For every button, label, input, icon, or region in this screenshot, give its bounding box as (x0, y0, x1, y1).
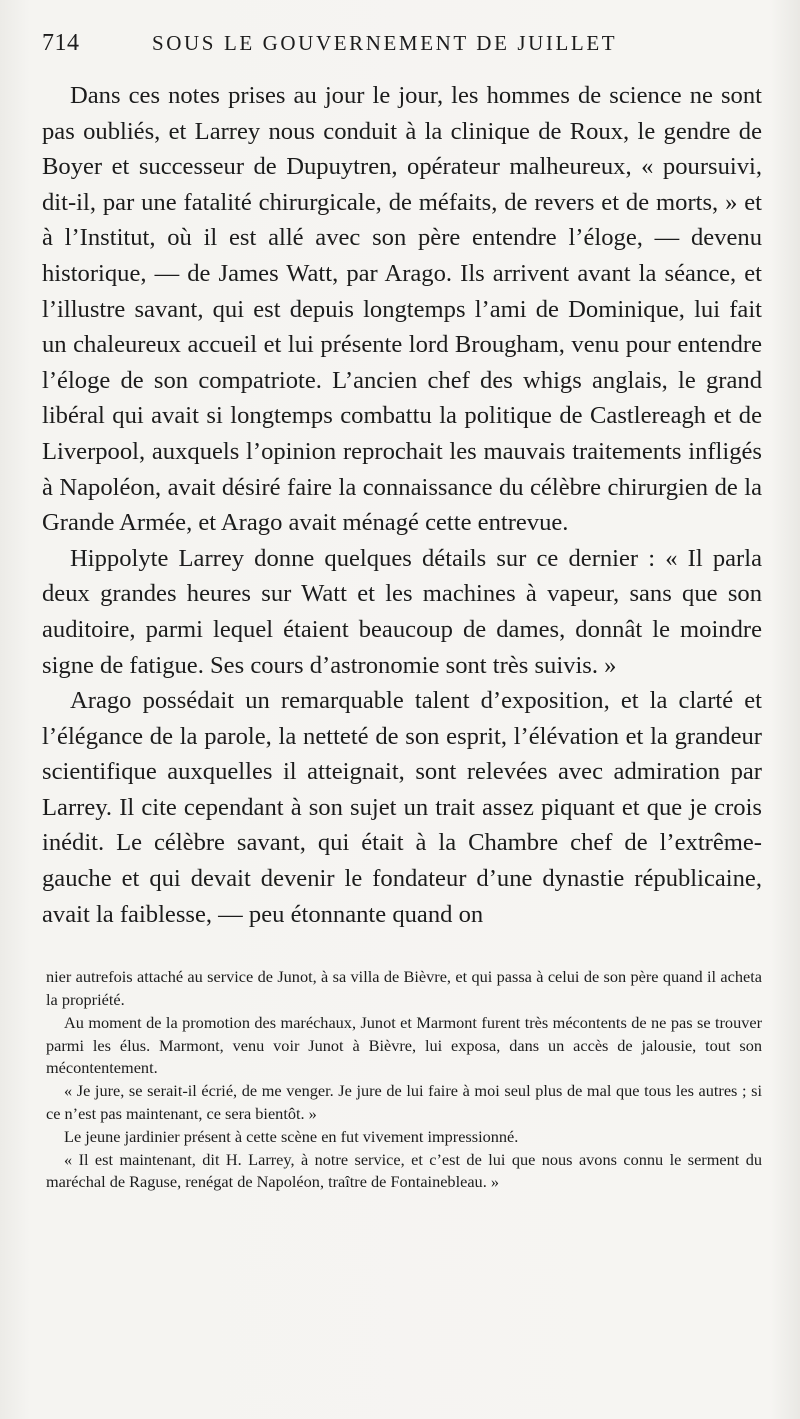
footnote-paragraph: Le jeune jardinier présent à cette scène en fut vivement impressionné. (64, 1126, 519, 1146)
footnote-continuation: nier autrefois attaché au service de Junot, à sa villa de Bièvre, et qui passa à celui de son père quand il acheta la propriété. (46, 967, 762, 1010)
main-text (42, 78, 762, 932)
running-head (42, 30, 762, 70)
footnote-paragraph: « Il est maintenant, dit H. Larrey, à notre service, et c’est de lui que nous avons connu le serment du maréchal de Raguse, renégat de Napoléon, traître de Fontainebleau. » (46, 1149, 762, 1192)
body-paragraph: Dans ces notes prises au jour le jour, les hommes de science ne sont pas oubliés, et Larrey nous conduit à la clinique de Roux, le gendre de Boyer et successeur de Dupuytren, opérateur malheureux, « poursuivi, dit-il, par une fatalité chirurgicale, de méfaits, de revers et de morts, » et à l’Institut, où il est allé avec son père entendre l’éloge, — devenu historique, — de James Watt, par Arago. Ils arrivent avant la séance, et l’illustre savant, qui est depuis longtemps l’ami de Dominique, lui fait un chaleureux accueil et lui présente lord Brougham, venu pour entendre l’éloge de son compatriote. L’ancien chef des whigs anglais, le grand libéral qui avait si longtemps combattu la politique de Castlereagh et de Liverpool, auxquels l’opinion reprochait les mauvais traitements infligés à Napoléon, avait désiré faire la connaissance du célèbre chirurgien de la Grande Armée, et Arago avait ménagé cette entrevue. (42, 82, 762, 537)
running-title: SOUS LE GOUVERNEMENT DE JUILLET (152, 31, 618, 55)
footnote-paragraph: Au moment de la promotion des maréchaux, Junot et Marmont furent très mécontents de ne pas se trouver parmi les élus. Marmont, venu voir Junot à Bièvre, lui exposa, dans un accès de jalousie, tout son mécontentement. (46, 1012, 762, 1078)
body-paragraph: Arago possédait un remarquable talent d’exposition, et la clarté et l’élégance de la parole, la netteté de son esprit, l’élévation et la grandeur scientifique auxquelles il atteignait, sont relevées avec admiration par Larrey. Il cite cependant à son sujet un trait assez piquant et que je crois inédit. Le célèbre savant, qui était à la Chambre chef de l’extrême-gauche et qui devait devenir le fondateur d’une dynastie républicaine, avait la faiblesse, — peu étonnante quand on (42, 687, 762, 928)
page-number: 714 (42, 30, 80, 56)
footnote-paragraph: « Je jure, se serait-il écrié, de me venger. Je jure de lui faire à moi seul plus de mal que tous les autres ; si ce n’est pas maintenant, ce sera bientôt. » (46, 1081, 762, 1124)
body-paragraph: Hippolyte Larrey donne quelques détails sur ce dernier : « Il parla deux grandes heures sur Watt et les machines à vapeur, sans que son auditoire, parmi lequel étaient beaucoup de dames, donnât le moindre signe de fatigue. Ses cours d’astronomie sont très suivis. » (42, 544, 762, 679)
footnotes (42, 966, 762, 1194)
